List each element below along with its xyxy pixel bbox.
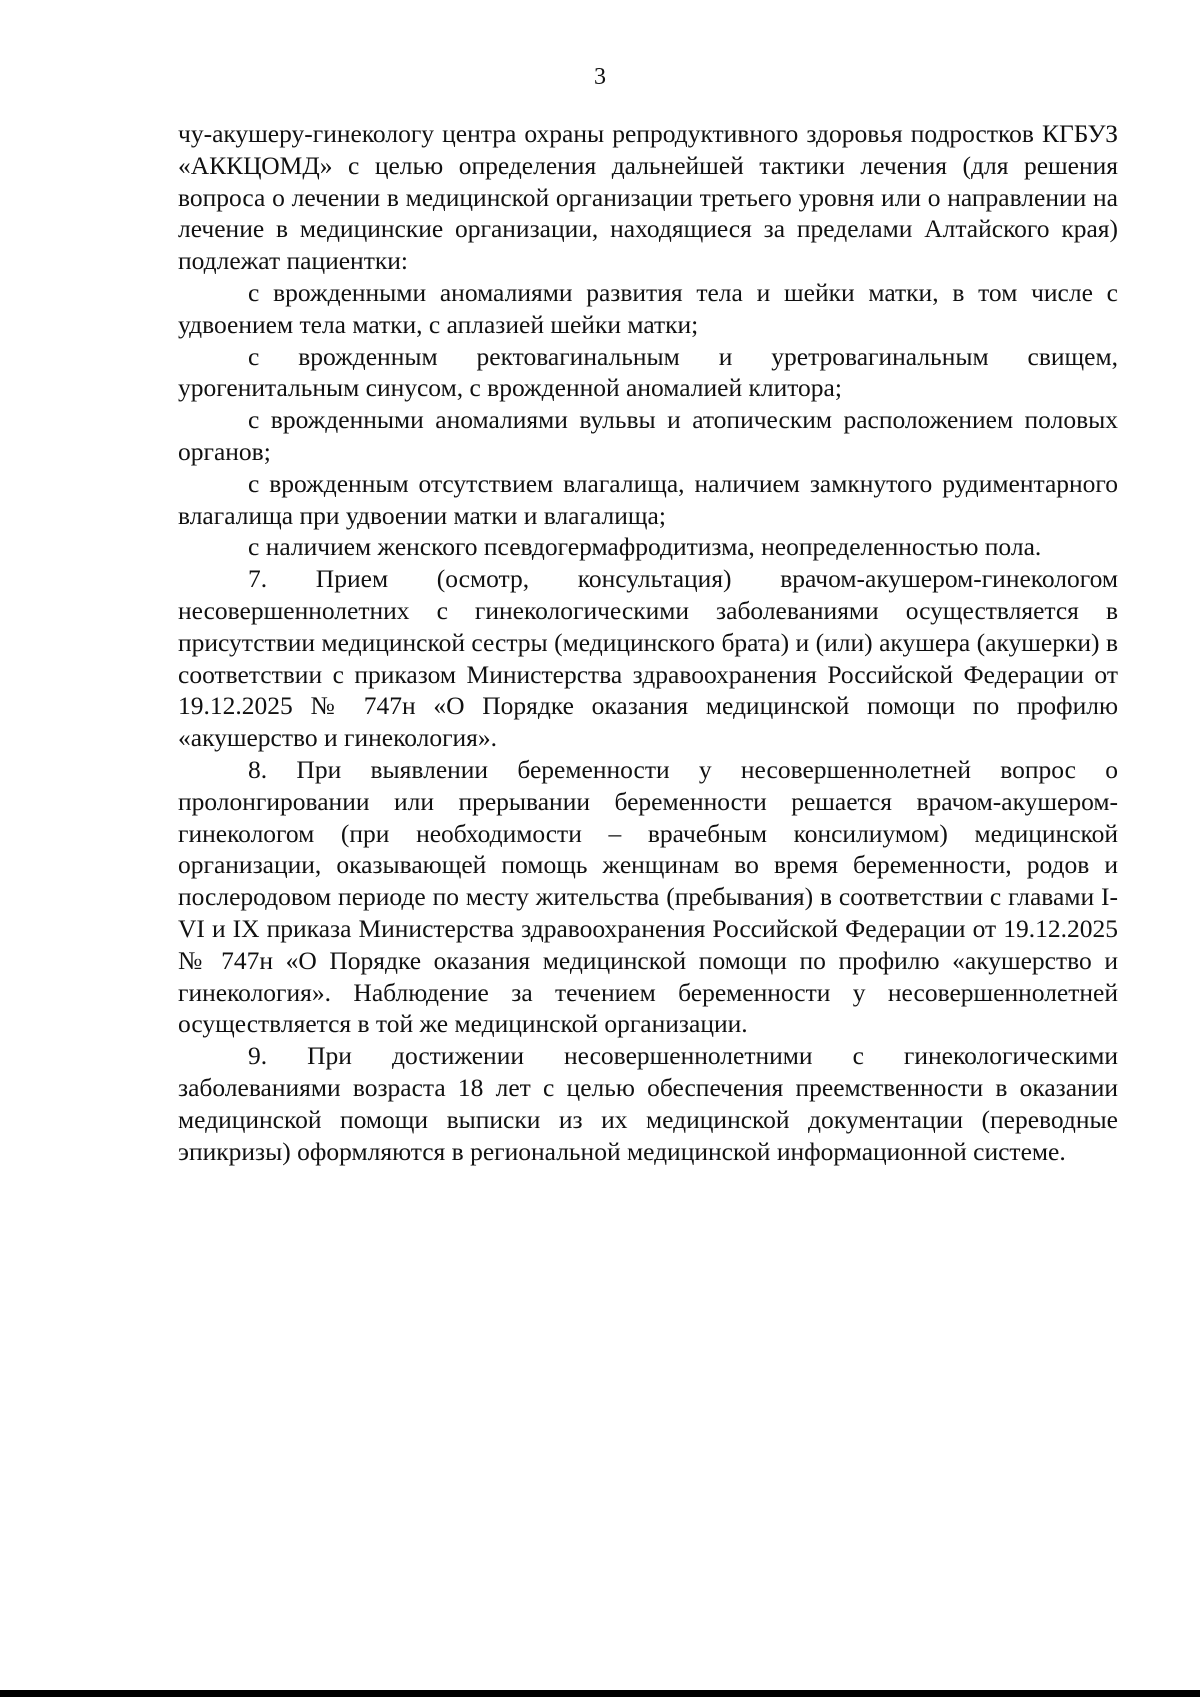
paragraph-list-item: с врожденным отсутствием влагалища, наличием замкнутого рудиментарного влагалища при удвоении матки и влагалища; (178, 468, 1118, 530)
page-number: 3 (594, 64, 606, 90)
paragraph-item-7: 7. Прием (осмотр, консультация) врачом-акушером-гинекологом несовершеннолетних с гинекологическими заболеваниями осуществляется в присутствии медицинской сестры (медицинского брата) и (или) акушера (акушерки) в соответствии с приказом Министерства здравоохранения Российской Федерации от 19.12.2025 № 747н «О Порядке оказания медицинской помощи по профилю «акушерство и гинекология». (178, 564, 1118, 753)
paragraph-list-item: с врожденными аномалиями вульвы и атопическим расположением половых органов; (178, 405, 1118, 466)
paragraph-list-item: с врожденными аномалиями развития тела и шейки матки, в том числе с удвоением тела матки, с аплазией шейки матки; (178, 277, 1118, 339)
paragraph-continuation: чу-акушеру-гинекологу центра охраны репродуктивного здоровья подростков КГБУЗ «АККЦОМД» с целью определения дальнейшей тактики лечения (для решения вопроса о лечении в медицинской организации третьего уровня или о направлении на лечение в медицинские организации, находящиеся за пределами Алтайского края) подлежат пациентки: (178, 119, 1118, 276)
document-body (178, 118, 1118, 1167)
paragraph-list-item: с наличием женского псевдогермафродитизма, неопределенностью пола. (248, 532, 1042, 562)
paragraph-list-item: с врожденным ректовагинальным и уретровагинальным свищем, урогенитальным синусом, с врожденной аномалией клитора; (178, 341, 1118, 403)
paragraph-item-8: 8. При выявлении беременности у несовершеннолетней вопрос о пролонгировании или прерывании беременности решается врачом-акушером-гинекологом (при необходимости – врачебным консилиумом) медицинской организации, оказывающей помощь женщинам во время беременности, родов и послеродовом периоде по месту жительства (пребывания) в соответствии с главами I-VI и IX приказа Министерства здравоохранения Российской Федерации от 19.12.2025 № 747н «О Порядке оказания медицинской помощи по профилю «акушерство и гинекология». Наблюдение за течением беременности у несовершеннолетней осуществляется в той же медицинской организации. (178, 754, 1118, 1039)
paragraph-item-9: 9. При достижении несовершеннолетними с гинекологическими заболеваниями возраста 18 лет с целью обеспечения преемственности в оказании медицинской помощи выписки из их медицинской документации (переводные эпикризы) оформляются в региональной медицинской информационной системе. (178, 1041, 1118, 1166)
bottom-border (0, 1690, 1200, 1697)
